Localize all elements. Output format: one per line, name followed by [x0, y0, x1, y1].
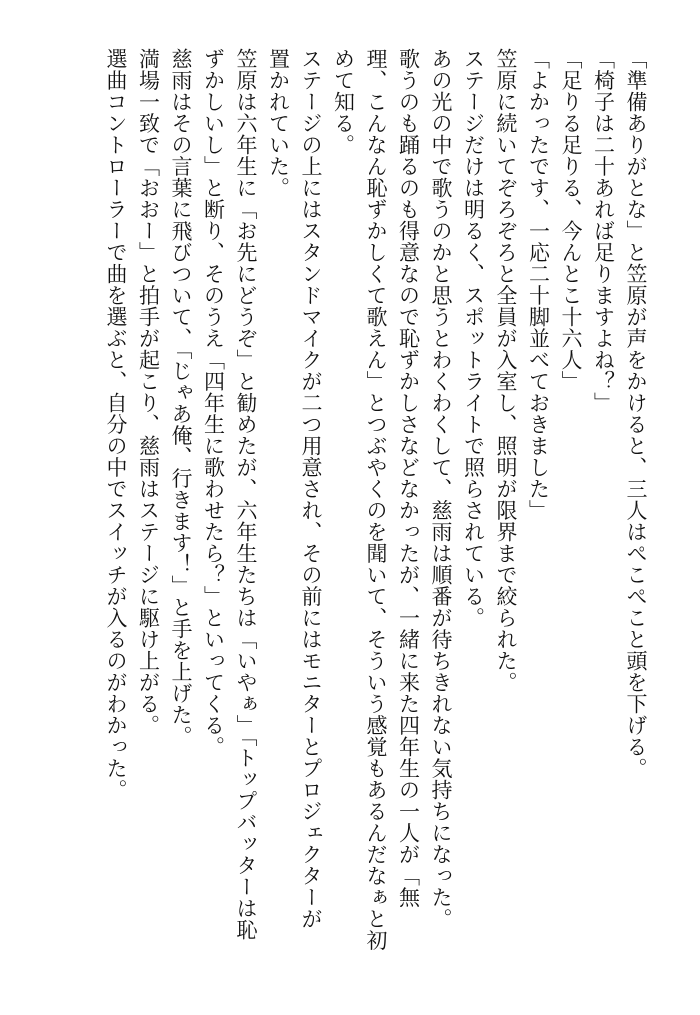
text-line: あの光の中で歌うのかと思うとわくわくして、慈雨は順番が待ちきれない気持ちになった。: [429, 48, 453, 930]
vertical-text-body: [100, 48, 653, 978]
text-line: めて知る。: [331, 48, 356, 156]
text-line: 笠原は六年生に「お先にどうぞ」と勧めたが、六年生たちは「いやぁ」「トップバッターは恥: [234, 48, 258, 941]
text-line: ずかしいし」と断り、そのうえ「四年生に歌わせたら？」といってくる。: [201, 48, 226, 758]
text-line: 「椅子は二十あれば足りますよね？」: [591, 48, 616, 414]
text-line: ステージだけは明るく、スポットライトで照らされている。: [461, 48, 486, 629]
text-line: 選曲コントローラーで曲を選ぶと、自分の中でスイッチが入るのがわかった。: [104, 48, 128, 801]
text-line: 慈雨はその言葉に飛びついて、「じゃあ俺、行きます！」と手を上げた。: [169, 48, 193, 747]
text-line: 理、こんなん恥ずかしくて歌えん」とつぶやくのを聞いて、そういう感覚もあるんだなぁと初: [364, 48, 388, 951]
text-line: 笠原に続いてぞろぞろと全員が入室し、照明が限界まで絞られた。: [494, 48, 518, 693]
text-line: 「足りる足りる、今んとこ十六人」: [559, 48, 583, 392]
text-line: 「準備ありがとな」と笠原が声をかけると、三人はぺこぺこと頭を下げる。: [624, 48, 648, 779]
text-line: 「よかったです、一応二十脚並べておきました」: [526, 48, 551, 521]
text-line: 満場一致で「おおー」と拍手が起こり、慈雨はステージに駆け上がる。: [136, 48, 161, 736]
text-line: ステージの上にはスタンドマイクが二つ用意され、その前にはモニターとプロジェクターが: [299, 48, 323, 930]
text-line: 歌うのも踊るのも得意なので恥ずかしさなどなかったが、一緒に来た四年生の一人が「無: [396, 48, 421, 908]
text-line: 置かれていた。: [266, 48, 291, 199]
